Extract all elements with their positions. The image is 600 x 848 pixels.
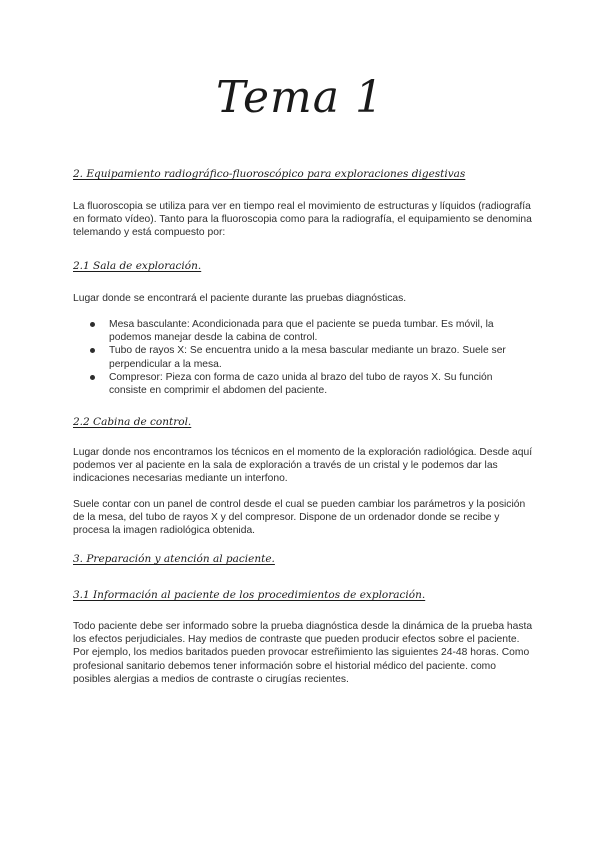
intro-paragraph: La fluoroscopia se utiliza para ver en tiempo real el movimiento de estructuras y líquidos (radiografía en formato vídeo). Tanto para la fluoroscopia como para la radiografía, el equipamiento se denomina telemando y está compuesto por: [73,201,532,239]
section-2-2-heading: 2.2 Cabina de control. [73,416,192,428]
section-2-1-text: Lugar donde se encontrará el paciente durante las pruebas diagnósticas. [73,293,407,304]
section-3-heading: 3. Preparación y atención al paciente. [73,553,275,565]
list-item-text: Mesa basculante: Acondicionada para que el paciente se pueda tumbar. Es móvil, la podemos manejar desde la cabina de control. [109,319,494,344]
list-item-text: Compresor: Pieza con forma de cazo unida al brazo del tubo de rayos X. Su función consiste en comprimir el abdomen del paciente. [109,371,493,397]
page-title: Tema 1 [216,72,384,123]
section-2-2-paragraph-1: Lugar donde nos encontramos los técnicos en el momento de la exploración radiológica. Desde aquí podemos ver al paciente en la sala de exploración a través de un cristal y le podemos dar las indicaciones necesarias mediante un interfono. [73,447,533,485]
section-3-1-text: Todo paciente debe ser informado sobre la prueba diagnóstica desde la dinámica de la prueba hasta los efectos perjudiciales. Hay medios de contraste que pueden producir efectos sobre el paciente. Por ejemplo, los medios baritados pueden provocar estreñimiento las siguientes 24-48 horas. Como profesional sanitario debemos tener información sobre el historial médico del paciente. como posibles alergias a medios de contraste o cirugías recientes. [73,621,533,685]
section-3-1-heading: 3.1 Información al paciente de los procedimientos de exploración. [73,589,426,601]
section-2-2-paragraph-2: Suele contar con un panel de control desde el cual se pueden cambiar los parámetros y la posición de la mesa, del tubo de rayos X y del compresor. Dispone de un ordenador donde se recibe y procesa la imagen radiológica obtenida. [73,499,526,537]
list-item [73,371,533,397]
list-item [73,344,533,370]
bullet-icon [90,375,95,380]
bullet-icon [90,348,95,353]
section-2-1-heading: 2.1 Sala de exploración. [73,260,202,272]
equipment-list [73,318,533,397]
bullet-icon [90,322,95,327]
list-item [73,318,533,344]
list-item-text: Tubo de rayos X: Se encuentra unido a la mesa bascular mediante un brazo. Suele ser perpendicular a la mesa. [109,345,506,370]
section-2-heading: 2. Equipamiento radiográfico-fluoroscópico para exploraciones digestivas [73,168,466,180]
